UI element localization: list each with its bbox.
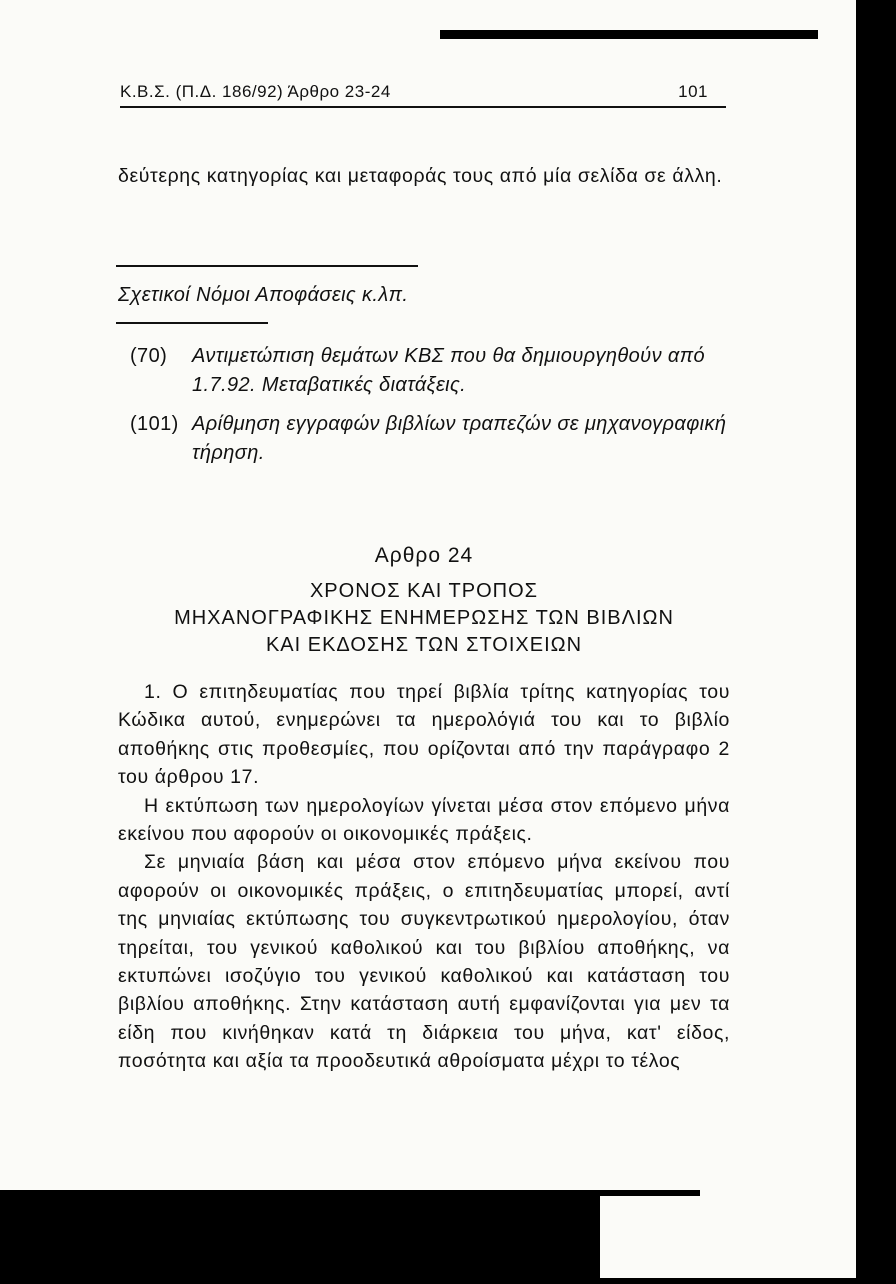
related-item xyxy=(130,410,730,468)
scan-edge-top xyxy=(440,30,818,39)
page-number: 101 xyxy=(678,82,708,101)
article-title-line2: ΜΗΧΑΝΟΓΡΑΦΙΚΗΣ ΕΝΗΜΕΡΩΣΗΣ ΤΩΝ ΒΙΒΛΙΩΝ xyxy=(174,607,674,629)
related-item-text: Αντιμετώπιση θεμάτων ΚΒΣ που θα δημιουργηθούν από 1.7.92. Μεταβατικές διατάξεις. xyxy=(192,345,706,396)
scan-edge-bottom-fill xyxy=(0,1196,600,1284)
related-item-number: (101) xyxy=(130,413,179,435)
scan-edge-right xyxy=(856,0,896,1278)
article-body xyxy=(118,678,730,1076)
divider-under-title xyxy=(116,322,268,324)
article-number: Αρθρο 24 xyxy=(374,544,474,567)
running-header xyxy=(120,82,726,108)
body-paragraph: 1. Ο επιτηδευματίας που τηρεί βιβλία τρίτης κατηγορίας του Κώδικα αυτού, ενημερώνει τα ημερολόγιά του και το βιβλίο αποθήκης στις προθεσμίες, που ορίζονται από την παράγραφο 2 του άρθρου 17. xyxy=(118,681,730,789)
intro-paragraph: δεύτερης κατηγορίας και μεταφοράς τους από μία σελίδα σε άλλη. xyxy=(118,165,723,187)
body-paragraph: Σε μηνιαία βάση και μέσα στον επόμενο μήνα εκείνου που αφορούν οι οικονομικές πράξεις, ο επιτηδευματίας μπορεί, αντί της μηνιαίας εκτύπωσης του συγκεντρωτικού ημερολογίου, όταν τηρείται, του γενικού καθολικού και του βιβλίου αποθήκης, να εκτυπώνει ισοζύγιο του γενικού καθολικού και κατάσταση του βιβλίου αποθήκης. Στην κατάσταση αυτή εμφανίζονται για μεν τα είδη που κινήθηκαν κατά τη διάρκεια του μήνα, κατ' είδος, ποσότητα και αξία τα προοδευτικά αθροίσματα μέχρι το τέλος xyxy=(118,851,730,1073)
divider-top xyxy=(116,265,418,267)
related-item-number: (70) xyxy=(130,345,168,367)
related-laws-title: Σχετικοί Νόμοι Αποφάσεις κ.λπ. xyxy=(118,284,409,306)
body-paragraph: Η εκτύπωση των ημερολογίων γίνεται μέσα στον επόμενο μήνα εκείνου που αφορούν οι οικονομικές πράξεις. xyxy=(118,794,730,846)
related-item xyxy=(130,342,730,400)
related-item-text: Αρίθμηση εγγραφών βιβλίων τραπεζών σε μηχανογραφική τήρηση. xyxy=(192,413,727,464)
header-reference: Κ.Β.Σ. (Π.Δ. 186/92) Άρθρο 23-24 xyxy=(120,82,391,101)
article-title-line1: ΧΡΟΝΟΣ ΚΑΙ ΤΡΟΠΟΣ xyxy=(309,580,539,602)
article-title-line3: ΚΑΙ ΕΚΔΟΣΗΣ ΤΩΝ ΣΤΟΙΧΕΙΩΝ xyxy=(265,634,583,656)
